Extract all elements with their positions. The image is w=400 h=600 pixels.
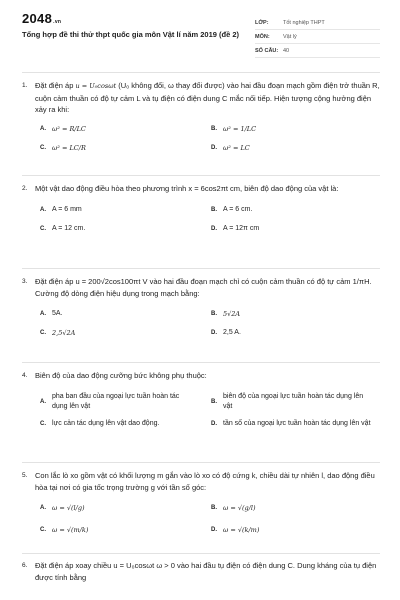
question-text <box>35 80 382 116</box>
option-text: pha ban đầu của ngoại lực tuần hoàn tác dụng lên vật <box>52 392 180 410</box>
option-d[interactable] <box>211 419 382 429</box>
option-text: ω² = LC/R <box>52 143 86 152</box>
meta-key: MÔN: <box>255 33 270 40</box>
option-d[interactable] <box>211 525 382 535</box>
options <box>40 392 382 429</box>
option-b[interactable] <box>211 309 382 319</box>
document-header <box>0 0 400 62</box>
divider <box>22 362 380 363</box>
option-text: ω² = 1/LC <box>223 124 257 133</box>
divider <box>22 553 380 554</box>
option-c[interactable] <box>40 143 211 153</box>
logo-text: 2048 <box>22 11 53 26</box>
option-text: 2,5√2A <box>52 329 76 337</box>
divider <box>22 268 380 269</box>
option-text: ω = √(m/k) <box>52 526 89 534</box>
options <box>40 309 382 338</box>
question-text: Một vật dao động điều hòa theo phương trình x = 6cos2πt cm, biên độ dao động của vật là: <box>35 184 339 193</box>
site-logo[interactable] <box>22 11 61 26</box>
question-number: 2. <box>22 185 28 192</box>
option-text: biên độ của ngoại lực tuần hoàn tác dụng lên vật <box>223 392 364 410</box>
question-number: 3. <box>22 278 28 285</box>
meta-row-count <box>255 44 380 58</box>
question-text: Đặt điện áp u = 200√2cos100πt V vào hai đầu đoạn mạch chỉ có cuộn cảm thuần có độ tự cảm 1/πH. Cường độ dòng điện hiệu dụng trong mạch bằng: <box>35 277 372 298</box>
option-d[interactable] <box>211 143 382 153</box>
option-text: A = 6 mm <box>52 205 82 213</box>
option-c[interactable] <box>40 419 211 429</box>
meta-value: Vật lý <box>283 33 297 40</box>
option-d[interactable] <box>211 328 382 338</box>
meta-key: SỐ CÂU: <box>255 47 279 54</box>
option-a[interactable] <box>40 503 211 513</box>
option-label: D. <box>211 527 217 533</box>
question-2 <box>22 183 382 234</box>
option-b[interactable] <box>211 205 382 215</box>
option-a[interactable] <box>40 392 211 412</box>
question-text: Đặt điện áp xoay chiều u = U₀cosωt ω > 0 vào hai đầu tụ điện có điện dung C. Dung kháng của tụ điện được tính bằng <box>35 561 377 582</box>
document-title: Tổng hợp đề thi thử thpt quốc gia môn Vật lí năm 2019 (đề 2) <box>22 30 240 39</box>
question-number: 6. <box>22 562 28 569</box>
option-label: A. <box>40 125 46 132</box>
option-c[interactable] <box>40 224 211 234</box>
meta-value: Tốt nghiệp THPT <box>283 19 325 26</box>
options <box>40 503 382 535</box>
option-label: D. <box>211 420 217 427</box>
question-4 <box>22 370 382 429</box>
meta-row-class <box>255 16 380 30</box>
option-label: C. <box>40 527 46 533</box>
question-text-part: Đặt điện áp <box>35 81 76 90</box>
option-b[interactable] <box>211 392 382 412</box>
option-text: ω = √(l/g) <box>52 504 85 512</box>
option-text: ω² = LC <box>223 143 250 152</box>
option-a[interactable] <box>40 124 211 134</box>
question-number: 5. <box>22 472 28 479</box>
question-5 <box>22 470 382 535</box>
options <box>40 124 382 153</box>
option-label: D. <box>211 144 217 151</box>
logo-suffix: .vn <box>53 19 62 25</box>
divider <box>22 175 380 176</box>
option-a[interactable] <box>40 309 211 319</box>
option-text: lực cản tác dụng lên vật dao động. <box>52 419 160 427</box>
option-c[interactable] <box>40 525 211 535</box>
divider <box>22 462 380 463</box>
option-label: A. <box>40 398 46 405</box>
option-b[interactable] <box>211 124 382 134</box>
option-text: ω = √(k/m) <box>223 526 260 534</box>
question-number: 4. <box>22 372 28 379</box>
option-text: tần số của ngoại lực tuần hoàn tác dụng lên vật <box>223 419 371 427</box>
document-meta <box>255 16 380 58</box>
option-label: C. <box>40 225 46 232</box>
question-text: Biên độ của dao động cưỡng bức không phụ thuộc: <box>35 371 207 380</box>
question-text: Con lắc lò xo gồm vật có khối lượng m gắn vào lò xo có độ cứng k, chiều dài tự nhiên l, dao động điều hòa tại nơi có gia tốc trọng trường g với tần số góc: <box>35 471 375 492</box>
option-label: B. <box>211 125 217 132</box>
question-6 <box>22 560 382 583</box>
question-1 <box>22 80 382 153</box>
option-text: ω = √(g/l) <box>223 504 256 512</box>
question-number: 1. <box>22 82 28 89</box>
option-label: B. <box>211 206 217 213</box>
option-label: C. <box>40 144 46 151</box>
divider <box>22 72 380 73</box>
option-label: D. <box>211 330 217 336</box>
option-label: A. <box>40 206 46 213</box>
option-label: C. <box>40 330 46 336</box>
option-text: A = 6 cm. <box>223 205 253 213</box>
option-b[interactable] <box>211 503 382 513</box>
options <box>40 205 382 234</box>
option-a[interactable] <box>40 205 211 215</box>
option-text: 5A. <box>52 310 63 317</box>
option-d[interactable] <box>211 224 382 234</box>
option-label: B. <box>211 311 217 317</box>
question-text-part: (U₀ không đổi, ω thay đổi được) vào hai đầu đoạn mạch gồm điện trở thuần R, cuộn cảm thuần có độ tự cảm L và tụ điện có điện dung C mắc nối tiếp. Hiện tượng cộng hưởng điện xảy ra khi: <box>35 81 380 114</box>
option-label: A. <box>40 311 46 317</box>
formula: u = U₀cosωt <box>75 82 117 90</box>
option-label: C. <box>40 420 46 427</box>
question-3 <box>22 276 382 338</box>
meta-row-subject <box>255 30 380 44</box>
option-text: ω² = R/LC <box>52 124 86 133</box>
meta-value: 40 <box>283 47 290 54</box>
option-text: 5√2A <box>223 310 241 318</box>
option-label: D. <box>211 225 217 232</box>
option-text: A = 12 cm. <box>52 224 86 232</box>
option-c[interactable] <box>40 328 211 338</box>
option-label: A. <box>40 505 46 511</box>
option-text: 2,5 A. <box>223 329 241 336</box>
option-label: B. <box>211 505 217 511</box>
option-label: B. <box>211 398 217 405</box>
option-text: A = 12π cm <box>223 224 260 232</box>
meta-key: LỚP: <box>255 19 269 26</box>
